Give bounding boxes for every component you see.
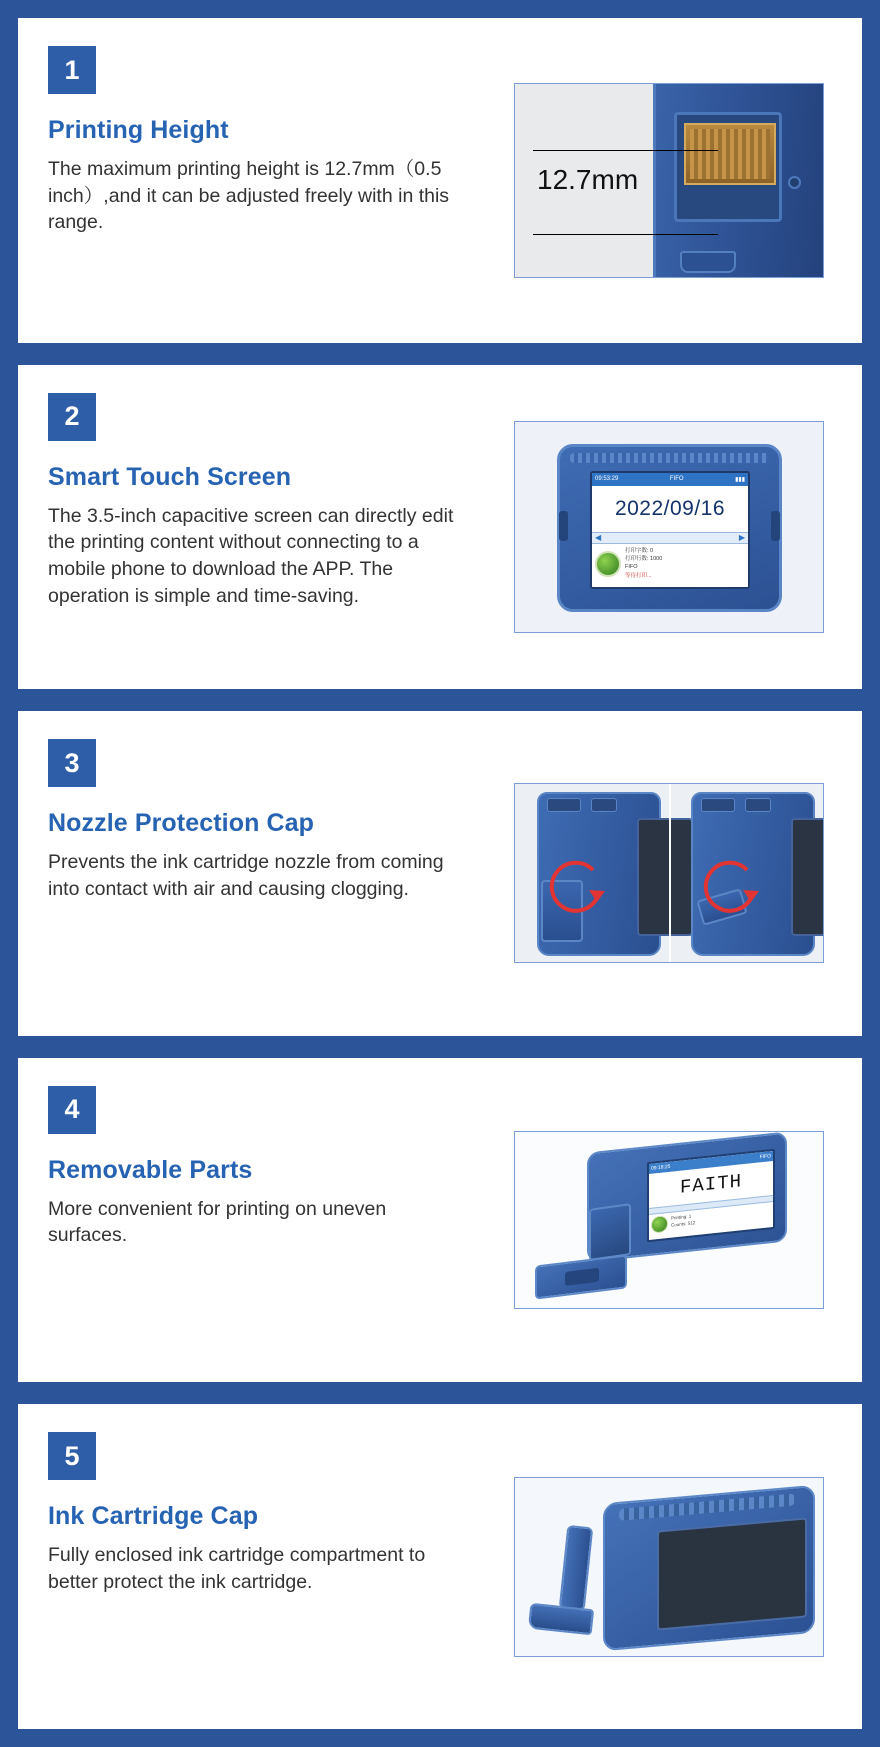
- feature-4-text: [48, 1076, 498, 1365]
- feature-5-text: [48, 1422, 498, 1711]
- top-tab-right-2: [745, 798, 771, 812]
- feature-4-number: 4: [48, 1086, 96, 1134]
- screen-info-lines: [625, 547, 662, 586]
- screen-scroll-bar: [592, 532, 748, 544]
- feature-4-description: More convenient for printing on uneven surfaces.: [48, 1197, 387, 1247]
- cartridge-slot: [674, 112, 782, 222]
- cap-closed-view: [515, 784, 669, 962]
- info-line-4: 等待打印...: [625, 572, 652, 579]
- feature-card-4: [18, 1058, 862, 1383]
- feature-3-text: [48, 729, 498, 1018]
- scroll-left-icon: ◀: [595, 533, 602, 543]
- feature-1-text: [48, 36, 498, 325]
- screen-back-panel-2: [791, 818, 824, 936]
- feature-2-title: Smart Touch Screen: [48, 462, 292, 491]
- feature-1-image-area: [498, 36, 840, 325]
- feature-5-title: Ink Cartridge Cap: [48, 1502, 259, 1531]
- rotation-arrow-icon-2: [697, 858, 761, 918]
- side-button: [788, 176, 801, 189]
- feature-2-text: [48, 383, 498, 672]
- nozzle-notch: [680, 251, 736, 273]
- feature-3-title: Nozzle Protection Cap: [48, 809, 315, 838]
- smart-touch-screen-photo: [514, 421, 824, 633]
- screen-status-bar: [592, 473, 748, 486]
- info-line-2: 打印行数: 1000: [625, 556, 663, 563]
- feature-card-3: [18, 711, 862, 1036]
- feature-card-5: [18, 1404, 862, 1729]
- screen-mode-2: FIFO: [759, 1153, 771, 1161]
- measure-line-bottom: [533, 234, 718, 235]
- right-side-button: [771, 511, 780, 541]
- feature-card-2: [18, 365, 862, 690]
- screen-dark-panel: [657, 1517, 807, 1630]
- screen-main-text-2: FAITH: [679, 1170, 742, 1199]
- feature-2-number: 2: [48, 393, 96, 441]
- feature-3-number: 3: [48, 739, 96, 787]
- ink-cartridge-cap-photo: [514, 1477, 824, 1657]
- feature-4-title: Removable Parts: [48, 1155, 253, 1184]
- info2-line-1: Printing: 1: [671, 1213, 692, 1221]
- screen-time-2: 09:18:25: [651, 1163, 671, 1172]
- screen-time: 09:53:29: [595, 476, 619, 483]
- left-side-button: [559, 511, 568, 541]
- feature-1-title: Printing Height: [48, 116, 229, 144]
- feature-card-1: [18, 18, 862, 343]
- detached-removable-part: [535, 1254, 627, 1299]
- printer-body-side: [603, 1484, 815, 1651]
- feature-1-description: The maximum printing height is 12.7mm（0.5 inch）,and it can be adjusted freely with in this range.: [48, 158, 450, 234]
- info-line-1: 打印字数: 0: [625, 547, 654, 554]
- printing-height-photo: [514, 83, 824, 278]
- screen-mode: FIFO: [669, 476, 684, 483]
- screen-info-lines-2: [671, 1212, 695, 1232]
- feature-3-description: Prevents the ink cartridge nozzle from coming into contact with air and causing clogging.: [48, 851, 444, 900]
- cap-arm: [559, 1525, 594, 1611]
- feature-5-number: 5: [48, 1432, 96, 1480]
- feature-1-number: 1: [48, 46, 96, 94]
- device-screen: [590, 471, 750, 589]
- info-line-3: FIFO: [625, 564, 638, 571]
- screen-main-text: 2022/09/16: [592, 486, 748, 532]
- print-start-icon-2: [651, 1215, 668, 1234]
- printer-base-mount: [589, 1203, 631, 1261]
- rotation-arrow-icon: [543, 858, 607, 918]
- cap-open-view: [669, 784, 823, 962]
- dimension-label: 12.7mm: [537, 163, 639, 195]
- print-start-icon: [595, 551, 621, 577]
- feature-3-image-area: [498, 729, 840, 1018]
- screen-info-panel: [592, 544, 748, 589]
- handheld-printer-body: [557, 444, 782, 612]
- grip-ridge-2: [619, 1493, 795, 1520]
- measure-line-top: [533, 150, 718, 151]
- removable-parts-photo: [514, 1131, 824, 1309]
- scroll-right-icon: ▶: [738, 533, 745, 543]
- printer-device-illustration: [653, 84, 823, 278]
- feature-5-image-area: [498, 1422, 840, 1711]
- ink-cartridge-cap-open: [529, 1526, 625, 1636]
- grip-ridge: [570, 453, 769, 463]
- battery-icon: ▮▮▮: [735, 476, 745, 483]
- info2-line-2: Counts: 512: [671, 1220, 696, 1228]
- top-tab-right: [591, 798, 617, 812]
- gold-contact-plate: [684, 123, 776, 185]
- feature-2-image-area: [498, 383, 840, 672]
- top-tab-left: [547, 798, 581, 812]
- device-screen-faith: [647, 1149, 775, 1242]
- feature-4-image-area: [498, 1076, 840, 1365]
- feature-5-description: Fully enclosed ink cartridge compartment to better protect the ink cartridge.: [48, 1544, 426, 1594]
- nozzle-protection-cap-photo: [514, 783, 824, 963]
- top-tab-left-2: [701, 798, 735, 812]
- feature-2-description: The 3.5-inch capacitive screen can directly edit the printing content without connecting to a mobile phone to download the APP. The operation is simple and time-saving.: [48, 504, 454, 607]
